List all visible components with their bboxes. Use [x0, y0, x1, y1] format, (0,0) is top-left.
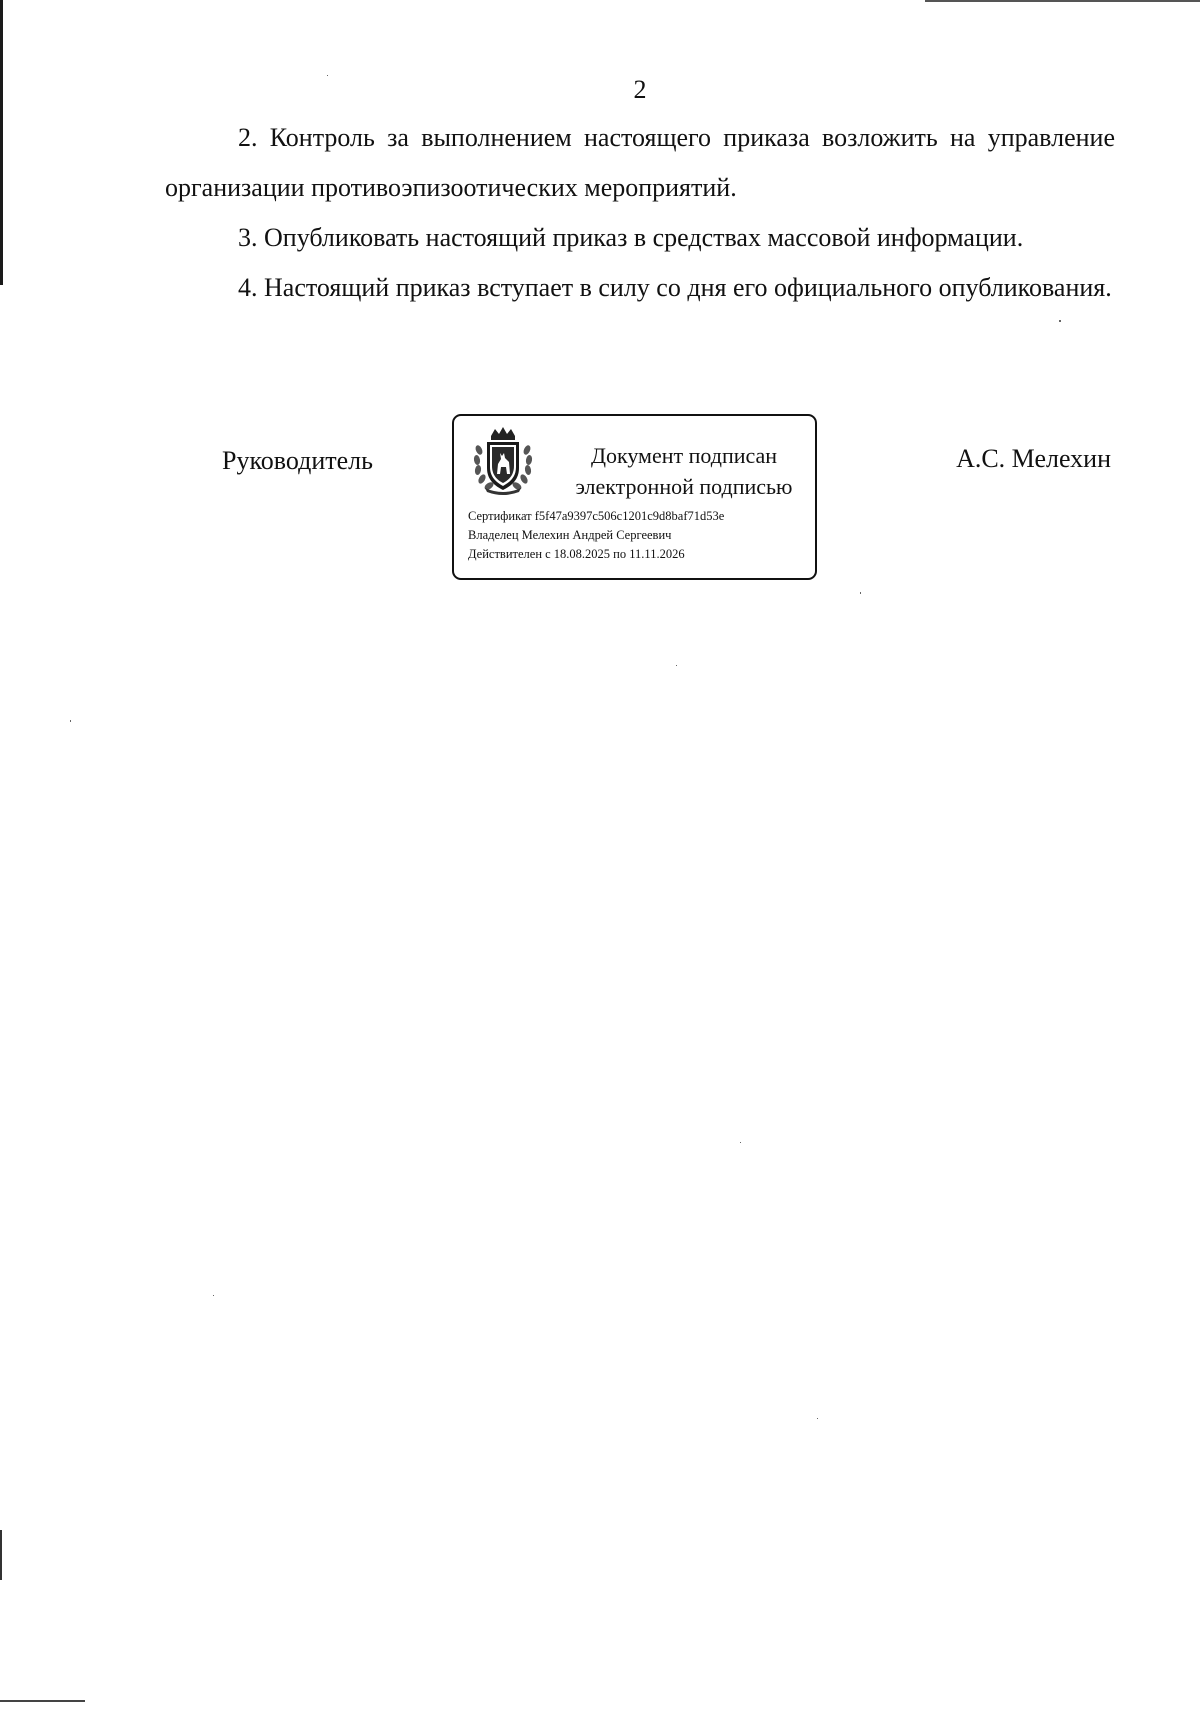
document-body — [165, 113, 1115, 313]
paragraph-item-3: 3. Опубликовать настоящий приказ в средствах массовой информации. — [238, 223, 1024, 252]
scan-edge-artifact — [925, 0, 1200, 2]
stamp-certificate: Сертификат f5f47a9397c506c1201c9d8baf71d53e — [468, 509, 725, 523]
scan-speck — [817, 1418, 818, 1419]
scan-speck — [1059, 320, 1061, 322]
scan-speck — [860, 592, 861, 594]
scan-speck — [676, 665, 677, 666]
signer-position: Руководитель — [222, 446, 373, 475]
stamp-details — [468, 507, 813, 564]
scan-edge-artifact — [0, 1700, 85, 1702]
stamp-owner: Владелец Мелехин Андрей Сергеевич — [468, 528, 672, 542]
scan-edge-artifact — [0, 0, 3, 285]
stamp-title-line: электронной подписью — [575, 474, 793, 499]
paragraph-item-4: 4. Настоящий приказ вступает в силу со дня его официального опубликования. — [238, 273, 1112, 302]
stamp-title — [554, 440, 814, 502]
scan-speck — [70, 720, 71, 722]
paragraph-item-2: 2. Контроль за выполнением настоящего приказа возложить на управление организации противоэпизоотических мероприятий. — [165, 123, 1115, 202]
stamp-validity: Действителен с 18.08.2025 по 11.11.2026 — [468, 547, 685, 561]
page-number: 2 — [633, 75, 647, 104]
coat-of-arms-icon — [471, 426, 535, 496]
scan-speck — [213, 1295, 214, 1296]
scan-edge-artifact — [0, 1530, 2, 1580]
stamp-title-line: Документ подписан — [590, 443, 778, 468]
scan-speck — [740, 1142, 741, 1143]
electronic-signature-stamp — [452, 414, 817, 580]
signer-name: А.С. Мелехин — [956, 444, 1111, 473]
